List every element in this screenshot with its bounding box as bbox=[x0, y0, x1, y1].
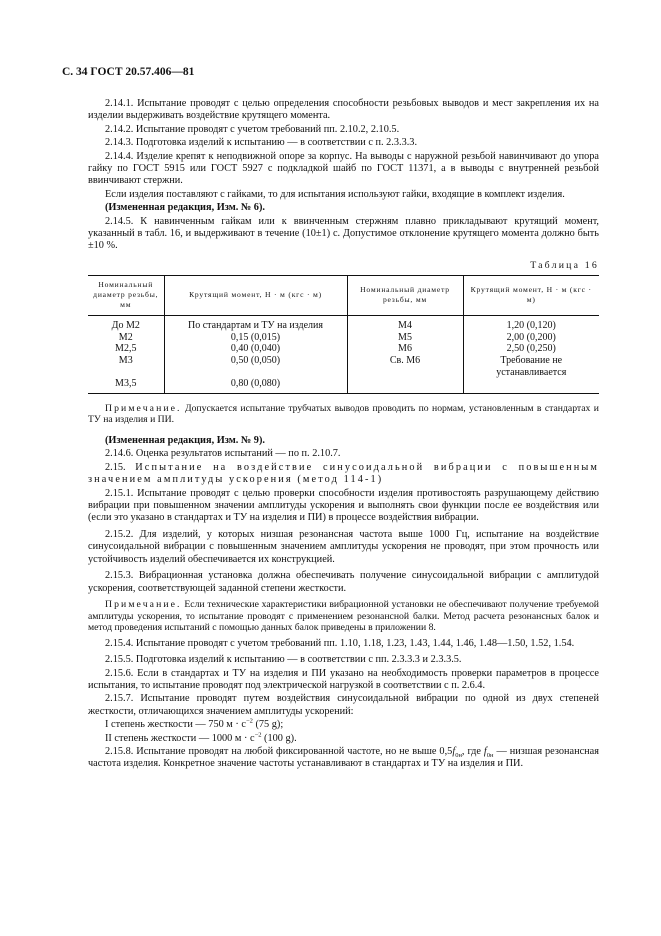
header-torque-1: Крутящий момент, Н · м (кгс · м) bbox=[164, 276, 347, 316]
paragraph-2-14-5: 2.14.5. К навинченным гайкам или к ввинченным стержням плавно прикладывают крутящий момент, указанный в табл. 16, и выдерживают в течение (10±1) с. Допустимое отклонение крутящего момента должно быть ±10 %. bbox=[88, 215, 599, 252]
note-tubular-leads bbox=[88, 403, 599, 426]
paragraph-2-15-5: 2.15.5. Подготовка изделий к испытанию — в соответствии с пп. 2.3.3.3 и 2.3.3.5. bbox=[105, 654, 462, 666]
exponent: −2 bbox=[245, 717, 253, 725]
paragraph-2-15-8-part-b: , где bbox=[461, 745, 484, 757]
table-header-row bbox=[88, 276, 599, 316]
header-diameter-1: Номинальный диаметр резьбы, мм bbox=[88, 276, 164, 316]
table-cell: 0,50 (0,050) bbox=[164, 355, 347, 378]
paragraph-2-14-4: 2.14.4. Изделие крепят к неподвижной опоре за корпус. На выводы с наружной резьбой навинчивают до упора гайку по ГОСТ 5915 или ГОСТ 5927 с подкладкой шайб по ГОСТ 11371, а в выводы с внутренней резьбой ввинчивают стержни. bbox=[88, 150, 599, 187]
section-2-15-heading bbox=[88, 462, 599, 487]
note-label: Примечание. bbox=[105, 598, 182, 610]
table-cell: Св. М6 bbox=[347, 355, 463, 378]
table-cell bbox=[347, 378, 463, 393]
frequency-subscript: 0н bbox=[486, 751, 494, 759]
paragraph-2-15-8-part-a: 2.15.8. Испытание проводят на любой фиксированной частоте, но не выше 0,5 bbox=[105, 745, 453, 757]
document-body bbox=[88, 98, 599, 771]
paragraph-2-14-3: 2.14.3. Подготовка изделий к испытанию — в соответствии с п. 2.3.3.3. bbox=[105, 137, 418, 149]
paragraph-2-15-3: 2.15.3. Вибрационная установка должна обеспечивать получение синусоидальной вибрации с амплитудой ускорения, соответствующей заданной степени жесткости. bbox=[88, 570, 599, 594]
degree-2 bbox=[88, 733, 599, 745]
header-torque-2: Крутящий момент, Н · м (кгс · м) bbox=[463, 276, 599, 316]
table-cell: М4 bbox=[347, 316, 463, 332]
paragraph-2-14-6: 2.14.6. Оценка результатов испытаний — по п. 2.10.7. bbox=[105, 448, 341, 460]
section-number: 2.15. bbox=[105, 461, 126, 473]
paragraph-2-15-6: 2.15.6. Если в стандартах и ТУ на изделия и ПИ указано на необходимость проверки параметров в процессе испытания, то испытание проводят под электрической нагрузкой в соответствии с п. 2.6.4. bbox=[88, 667, 599, 691]
table-caption: Таблица 16 bbox=[530, 259, 599, 271]
page-header: С. 34 ГОСТ 20.57.406—81 bbox=[62, 66, 195, 78]
paragraph-nuts: Если изделия поставляют с гайками, то для испытания используют гайки, входящие в комплект изделия. bbox=[105, 188, 565, 200]
paragraph-2-14-1: 2.14.1. Испытание проводят с целью определения способности резьбовых выводов и мест закрепления их на изделии выдерживать воздействие крутящего момента. bbox=[88, 98, 599, 122]
table-row bbox=[88, 343, 599, 355]
table-row bbox=[88, 316, 599, 332]
table-cell: М3 bbox=[118, 355, 133, 367]
table-cell: М5 bbox=[347, 332, 463, 344]
table-cell: М3,5 bbox=[88, 378, 164, 393]
table-cell: 0,80 (0,080) bbox=[164, 378, 347, 393]
paragraph-2-15-2: 2.15.2. Для изделий, у которых низшая резонансная частота выше 1000 Гц, испытание на воздействие синусоидальной вибрации с повышенным значением амплитуды ускорения не проводят, при этом прочность или устойчивость изделий обеспечивается их конструкцией. bbox=[88, 528, 599, 565]
note-text: Если технические характеристики вибрационной установки не обеспечивают получение требуемой амплитуды ускорения, то испытание проводят с применением резонансной балки. Метод расчета резонансных балок и метод проведения испытаний с помощью данных балок приведены в приложении 8. bbox=[88, 598, 599, 634]
table-cell bbox=[463, 378, 599, 393]
table-cell: 1,20 (0,120) bbox=[463, 316, 599, 332]
section-title: Испытание на воздействие синусоидальной вибрации с повышенным значением амплитуды ускорения (метод 114-1) bbox=[88, 461, 599, 486]
paragraph-2-14-2: 2.14.2. Испытание проводят с учетом требований пп. 2.10.2, 2.10.5. bbox=[105, 123, 400, 135]
table-cell: 0,40 (0,040) bbox=[164, 343, 347, 355]
degree-1-value: (75 g); bbox=[252, 719, 284, 731]
table-cell: Требование не устанавливается bbox=[463, 355, 599, 378]
table-cell: 2,00 (0,200) bbox=[463, 332, 599, 344]
table-16 bbox=[88, 275, 599, 394]
note-label: Примечание. bbox=[105, 402, 182, 414]
degree-1-text: I степень жесткости — 750 м · с bbox=[105, 719, 246, 731]
degree-2-text: II степень жесткости — 1000 м · с bbox=[105, 732, 255, 744]
table-cell: М2,5 bbox=[115, 343, 137, 355]
edition-note-9: (Измененная редакция, Изм. № 9). bbox=[105, 435, 265, 447]
table-cell: М6 bbox=[347, 343, 463, 355]
degree-2-value: (100 g). bbox=[261, 732, 297, 744]
paragraph-2-15-1: 2.15.1. Испытание проводят с целью проверки способности изделия противостоять разрушающему действию вибрации при повышенном значении амплитуды ускорения и выполнять свои функции после ее воздействия или (если это указано в стандартах и ТУ на изделия и ПИ) в процессе воздействия вибрации. bbox=[88, 487, 599, 524]
table-cell: 2,50 (0,250) bbox=[463, 343, 599, 355]
table-row bbox=[88, 378, 599, 393]
edition-note-6: (Измененная редакция, Изм. № 6). bbox=[105, 202, 265, 214]
exponent: −2 bbox=[254, 731, 262, 739]
note-resonance-beam bbox=[88, 599, 599, 634]
frequency-symbol: f bbox=[483, 745, 487, 757]
degree-1 bbox=[88, 719, 599, 731]
frequency-symbol: f bbox=[452, 745, 456, 757]
header-diameter-2: Номинальный диаметр резьбы, мм bbox=[347, 276, 463, 316]
frequency-subscript: 0н bbox=[455, 751, 462, 759]
table-row bbox=[88, 355, 599, 378]
paragraph-2-15-8-part-c: — низшая резонансная частота изделия. Конкретное значение частоты устанавливают в стандартах и ТУ на изделия и ПИ. bbox=[88, 745, 599, 770]
note-text: Допускается испытание трубчатых выводов проводить по нормам, установленным в стандартах и ТУ на изделия и ПИ. bbox=[88, 402, 599, 426]
table-cell: 0,15 (0,015) bbox=[164, 332, 347, 344]
table-row bbox=[88, 332, 599, 344]
paragraph-2-15-8 bbox=[88, 746, 599, 771]
table-cell: По стандартам и ТУ на изделия bbox=[164, 316, 347, 332]
table-cell: М2 bbox=[118, 331, 133, 343]
table-cell: До М2 bbox=[111, 320, 140, 332]
paragraph-2-15-7: 2.15.7. Испытание проводят путем воздействия синусоидальной вибрации по одной из двух степеней жесткости, отличающихся значением амплитуды ускорений: bbox=[88, 693, 599, 717]
paragraph-2-15-4: 2.15.4. Испытание проводят с учетом требований пп. 1.10, 1.18, 1.23, 1.43, 1.44, 1.46, 1.48—1.50, 1.52, 1.54. bbox=[105, 637, 575, 649]
